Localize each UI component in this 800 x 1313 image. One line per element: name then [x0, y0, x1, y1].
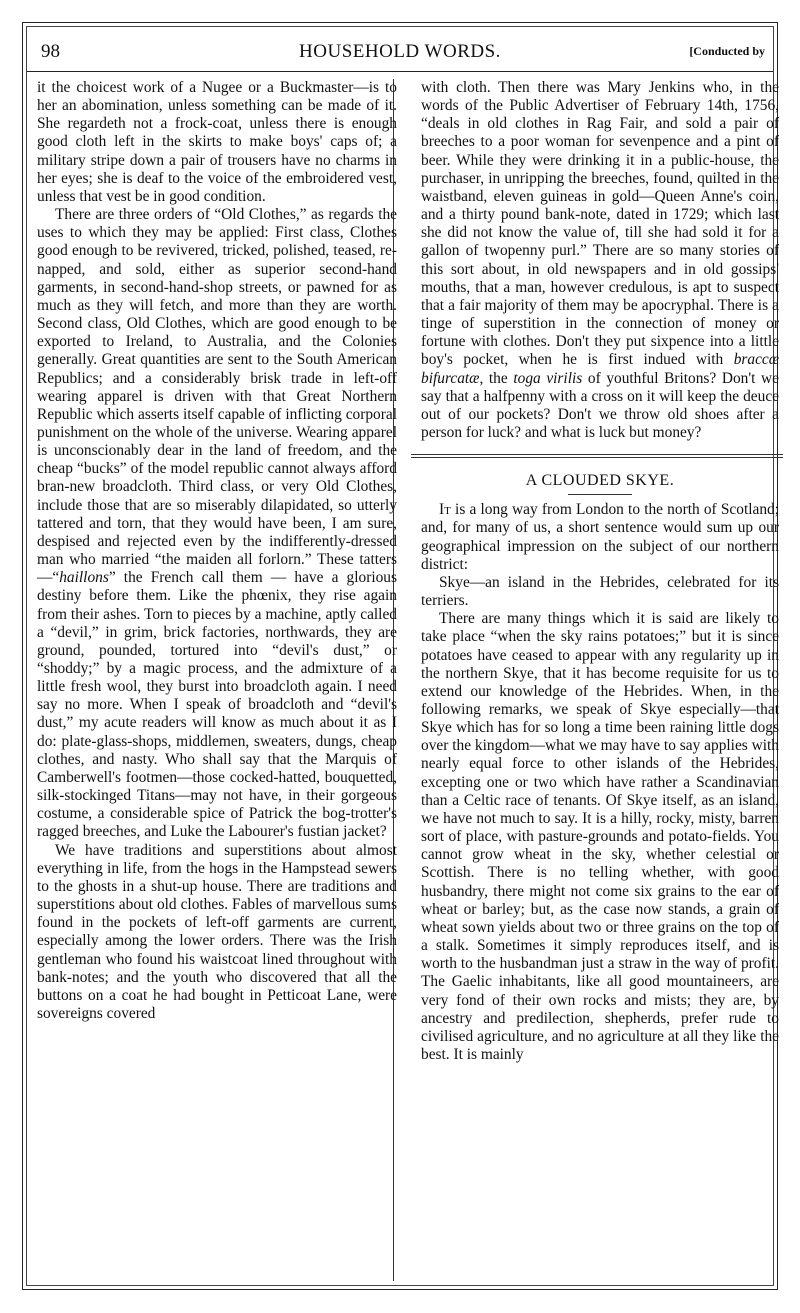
article-paragraph-3: There are many things which it is said are likely to take place “when the sky rains potatoes;” but it is since potatoes have ceased to appear with any regularity up in the northern Skye, that it has become requisite for us to extend our knowledge of the Hebrides. When, in the following remarks, we speak of Skye especially—that Skye which has for so long a time been raining little dogs over the kingdom—what we may have to say applies with nearly equal force to other islands of the Hebrides, excepting one or two which have rather a Scandinavian than a Celtic race of tenants. Of Skye itself, as an island, we have not much to say. It is a hilly, rocky, misty, barren sort of place, with pasture-grounds and potato-fields. You cannot grow wheat in the sky, whether celestial or Scottish. There is no telling whether, with good husbandry, there might not come six grains to the ear of wheat or barley; but, as the case now stands, a grain of wheat sown yields about two or three grains on the top of a stalk. Sometimes it simply reproduces itself, and is worth to the husbandman just a straw in the way of profit. The Gaelic inhabitants, like all good mountaineers, are very fond of their own rocks and mists; they are, by ancestry and predilection, shepherds, prefer rude to civilised agriculture, and no agriculture at all they like the best. It is mainly	[421, 610, 779, 1063]
conducted-by: [Conducted by	[689, 44, 765, 58]
right-paragraph-1-italic-a: braccæ bifurcatæ	[421, 351, 779, 387]
left-paragraph-2-italic: haillons	[59, 569, 109, 587]
left-paragraph-1: it the choicest work of a Nugee or a Buckmaster—is to her an abomination, unless something can be made of it. She regardeth not a frock-coat, unless there is enough good cloth left in the skirts to make boys' caps of; a military stripe down a pair of trousers have no charms in her eyes; she is deaf to the voice of the embroidered vest, unless that vest be in good condition.	[37, 79, 397, 205]
article-separator	[411, 454, 783, 458]
article-opening-word: It	[439, 501, 451, 519]
article-paragraph-1-text: is a long way from London to the north of Scotland; and, for many of us, a short sentence would sum up our geographical impression on the subject of our northern district:	[421, 501, 779, 573]
left-paragraph-2-text-a: There are three orders of “Old Clothes,” as regards the uses to which they may be applied: First class, Clothes good enough to be revivered, tricked, polished, teased, re-napped, and sold, either as superior second-hand garments, in second-hand-shop streets, or pawned for as much as they will fetch, and more than they are worth. Second class, Old Clothes, which are good enough to be exported to Ireland, to Australia, and the Colonies generally. Great quantities are sent to the South American Republics; and a considerably brisk trade in left-off wearing apparel is driven with that Great Northern Republic which asserts itself capable of inflicting corporal punishment on the whole of the universe. Wearing apparel is unconscionably dear in the land of freedom, and the cheap “bucks” of the model republic cannot always afford bran-new broadcloth. Third class, or very Old Clothes, include those that are so miserably dilapidated, so utterly tattered and torn, that they would have been, I am sure, despised and rejected even by the indifferently-dressed man who married “the maiden all forlorn.” These tatters—“	[37, 206, 397, 587]
text-columns	[37, 79, 779, 1283]
right-column	[421, 79, 779, 1283]
running-title: HOUSEHOLD WORDS.	[299, 41, 501, 62]
right-paragraph-1-text-b: , the	[479, 369, 514, 387]
right-paragraph-1-italic-b: toga virilis	[513, 369, 583, 387]
right-paragraph-1-text-a: with cloth. Then there was Mary Jenkins who, in the words of the Public Advertiser of February 14th, 1756, “deals in old clothes in Rag Fair, and sold a pair of breeches to a poor woman for sevenpence and a pint of beer. While they were drinking it in a public-house, the purchaser, in unripping the breeches, found, quilted in the waistband, eleven guineas in gold—Queen Anne's coin, and a thirty pound bank-note, dated in 1729; which last she did not know the value of, till she had sold it for a gallon of twopenny purl.” There are so many stories of this sort about, in old newspapers and in old gossips' mouths, that a man, however credulous, is apt to suspect that a fair majority of them may be apocryphal. There is a tinge of superstition in the connection of money or fortune with clothes. Don't they put sixpence into a little boy's pocket, when he is first indued with	[421, 79, 779, 369]
left-paragraph-3: We have traditions and superstitions about almost everything in life, from the hogs in the Hampstead sewers to the ghosts in a shut-up house. There are traditions and superstitions about old clothes. Fables of marvellous sums found in the pockets of left-off garments are current, especially among the lower orders. There was the Irish gentleman who found his waistcoat lined throughout with bank-notes; and the youth who discovered that all the buttons on a coat he had bought in Petticoat Lane, were sovereigns covered	[37, 841, 397, 1022]
right-paragraph-1	[421, 79, 779, 442]
article-title: A CLOUDED SKYE.	[525, 472, 675, 490]
page-frame	[22, 22, 778, 1290]
running-header	[27, 27, 773, 72]
article-paragraph-1	[421, 501, 779, 574]
title-rule	[568, 494, 632, 495]
left-column	[37, 79, 397, 1283]
left-paragraph-2-text-b: ” the French call them — have a glorious destiny before them. Like the phœnix, they rise again from their ashes. Torn to pieces by a machine, aptly called a “devil,” in grim, brick factories, northwards, they are ground, pounded, tortured into “devil's dust,” or “shoddy;” by a magic process, and the admixture of a little fresh wool, they burst into broadcloth again. I need say no more. When I speak of broadcloth and “devil's dust,” my acute readers will know as much about it as I do: plate-glass-shops, middlemen, sweaters, dungs, cheap clothes, and nasty. Who shall say that the Marquis of Camberwell's footmen—those cocked-hatted, bouquetted, silk-stockinged Titans—may not have, in their gorgeous costume, a considerable spice of Patrick the bog-trotter's ragged breeches, and Luke the Labourer's fustian jacket?	[37, 569, 397, 841]
page-number: 98	[41, 41, 60, 62]
left-paragraph-2	[37, 206, 397, 841]
article-paragraph-2: Skye—an island in the Hebrides, celebrated for its terriers.	[421, 573, 779, 610]
right-paragraph-1-text-c: of youthful Britons? Don't we say that a halfpenny with a cross on it will keep the deuce out of our pockets? Don't we throw old shoes after a person for luck? and what is luck but money?	[421, 369, 779, 441]
